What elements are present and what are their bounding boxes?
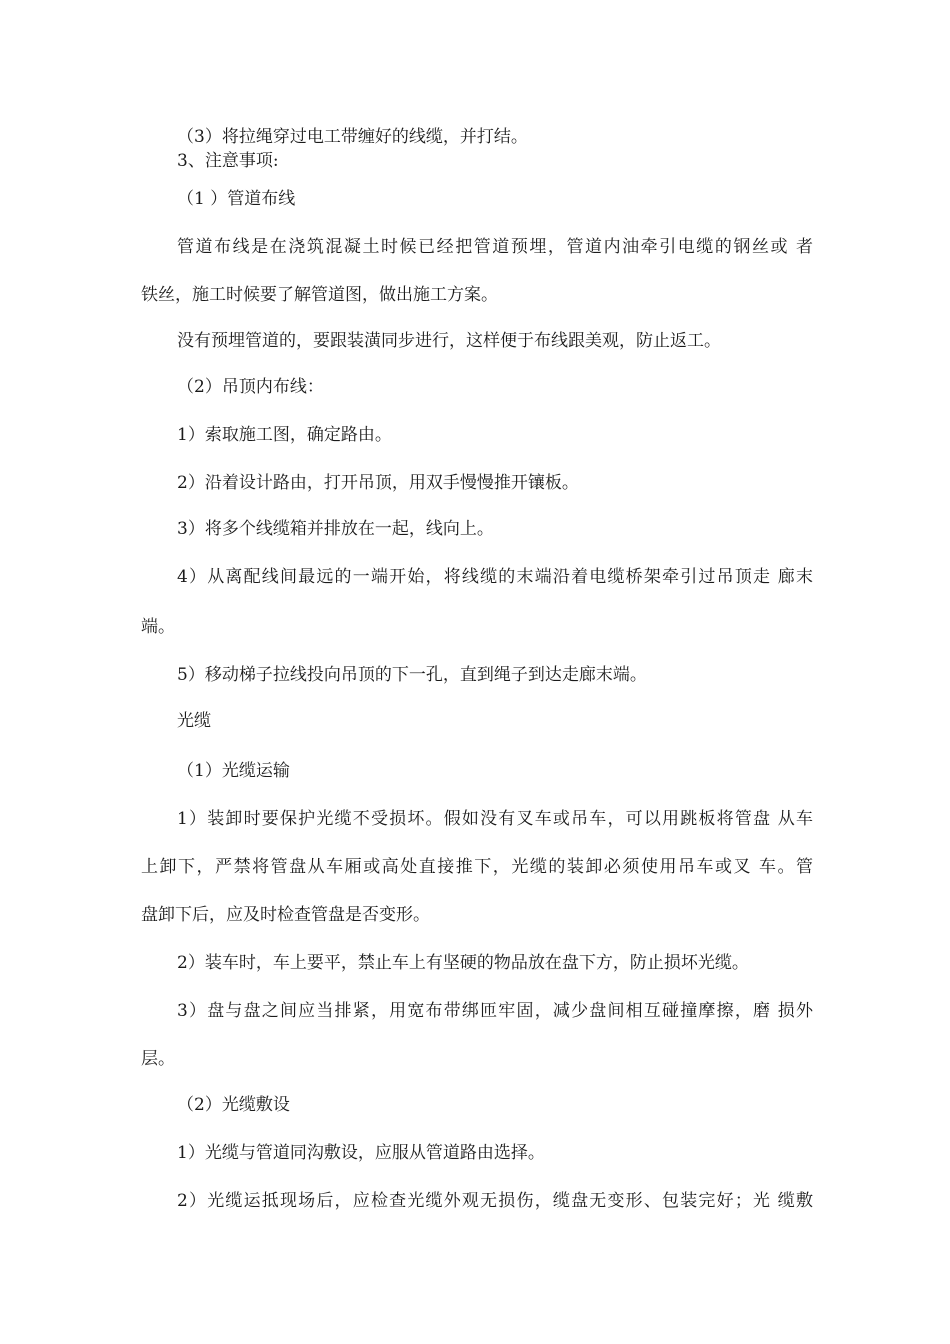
list-item: 2）光缆运抵现场后，应检查光缆外观无损伤，缆盘无变形、包装完好；光 缆敷 <box>177 1191 813 1211</box>
subsection-heading: （2）吊顶内布线： <box>177 377 324 397</box>
list-item: 1）光缆与管道同沟敷设，应服从管道路由选择。 <box>177 1143 545 1163</box>
paragraph-line: 管道布线是在浇筑混凝土时候已经把管道预埋，管道内油牵引电缆的钢丝或 者 <box>177 237 813 257</box>
list-item-continuation: 上卸下，严禁将管盘从车厢或高处直接推下，光缆的装卸必须使用吊车或叉 车。管 <box>141 857 813 877</box>
paragraph-line: 铁丝，施工时候要了解管道图，做出施工方案。 <box>141 285 498 305</box>
section-heading: 光缆 <box>177 711 211 731</box>
list-item: 2）装车时，车上要平，禁止车上有坚硬的物品放在盘下方，防止损坏光缆。 <box>177 953 749 973</box>
list-item: 3）将多个线缆箱并排放在一起，线向上。 <box>177 519 494 539</box>
list-item: 4）从离配线间最远的一端开始，将线缆的末端沿着电缆桥架牵引过吊顶走 廊末 <box>177 567 813 587</box>
subsection-heading: （1）光缆运输 <box>177 761 290 781</box>
list-item: 3）盘与盘之间应当排紧，用宽布带绑匝牢固，减少盘间相互碰撞摩擦，磨 损外 <box>177 1001 813 1021</box>
list-item: 1）索取施工图，确定路由。 <box>177 425 392 445</box>
list-item: 5）移动梯子拉线投向吊顶的下一孔，直到绳子到达走廊末端。 <box>177 665 647 685</box>
list-item-continuation: 层。 <box>141 1049 175 1069</box>
list-item: 2）沿着设计路由，打开吊顶，用双手慢慢推开镶板。 <box>177 473 579 493</box>
paragraph-line: 没有预埋管道的，要跟装潢同步进行，这样便于布线跟美观，防止返工。 <box>177 331 721 351</box>
section-heading: 3、注意事项: <box>177 151 279 171</box>
list-item-continuation: 端。 <box>141 617 175 637</box>
text-line: （3）将拉绳穿过电工带缠好的线缆，并打结。 <box>177 127 528 147</box>
list-item-continuation: 盘卸下后，应及时检查管盘是否变形。 <box>141 905 430 925</box>
subsection-heading: （2）光缆敷设 <box>177 1095 290 1115</box>
subsection-heading: （1 ）管道布线 <box>177 189 296 209</box>
list-item: 1）装卸时要保护光缆不受损坏。假如没有叉车或吊车，可以用跳板将管盘 从车 <box>177 809 813 829</box>
